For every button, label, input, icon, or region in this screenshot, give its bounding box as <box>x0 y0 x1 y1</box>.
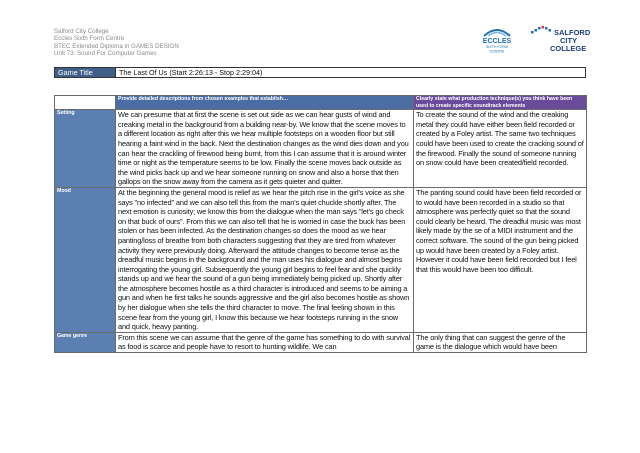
genre-technique: The only thing that can suggest the genre of the game is the dialogue which would have been <box>414 332 587 352</box>
header-unit: Unit 73: Sound For Computer Games <box>54 50 157 58</box>
setting-technique: To create the sound of the wind and the creaking metal they could have either been field recorded or created by a Foley artist. The same two techniques could have been used to create the cracking sound of the firewood. Finally the sound of someone running on snow could have been created/field recorded. <box>414 110 587 188</box>
college-logo-text: COLLEGE <box>550 44 587 53</box>
city-logo-text: CITY <box>560 36 578 45</box>
table-row-mood <box>55 187 587 332</box>
row-label-mood: Mood <box>55 187 116 332</box>
row-label-setting: Setting <box>55 110 116 188</box>
table-header-row <box>55 96 587 110</box>
table-row-setting <box>55 110 587 188</box>
salford-logo-text: SALFORD <box>554 28 591 37</box>
header-blank-cell <box>55 96 116 110</box>
setting-description: We can presume that at first the scene is set out side as we can hear gusts of wind and creaking metal in the background from a building near-by. We know that the scene moves to a different location as right after this we hear multiple footsteps on a wooden floor but still hearing a faint wind in the back. Next the destination changes as the wind dies down and you can hear the crackling of firewood being burnt, from this I can assume that it is around winter time or night as the temperature seems to be low. Finally the scene moves back outside as the wind picks back up and we hear someone running on snow and also a horse that then gallops on the snow away from the camera as it gets quieter and quitter. <box>116 110 414 188</box>
table-row-game-genre <box>55 332 587 352</box>
document-header <box>54 28 179 58</box>
mood-description: At the beginning the general mood is relief as we hear the pitch rise in the girl's voice as she says "no infected" and we can also tell this from the man's quiet chuckle shortly after. The next emotion is curiosity; we know this from the dialogue when the man says "let's go check on that buck of ours". From this we can also tell that he is worried in case the buck has been stolen or has been infected. As the destination changes so does the mood as we hear panting/loss of breathe from both characters suggesting that they are tired from whatever activity they were previously doing. Afterward the attitude changes to become tense as the dreadful music begins in the background and the man uses his dialogue and almost begins interrogating the young girl. Subsequently the young girl begins to feel fear and she quickly stands up and we hear the sound of a gun being immediately being picked up. Shortly after the atmosphere becomes hostile as a third character is introduced and seems to be aiming a gun and when he first talks he sounds aggressive and the girl also becomes hostile as shown by her dialogue when she tells the third character to move. The final feeling shown in this scene fear from the young girl, I know this because we hear footsteps running in the snow and quick, heavy panting. <box>116 187 414 332</box>
eccles-sixth-form-logo <box>480 24 514 54</box>
header-college: Salford City College <box>54 28 109 35</box>
header-descriptions: Provide detailed descriptions from chosen examples that establish… <box>116 96 414 110</box>
eccles-logo-subtext2: CENTRE <box>489 49 505 54</box>
eccles-logo-text: ECCLES <box>482 38 512 45</box>
header-techniques: Clearly state what production technique(s) you think have been used to create specific soundtrack elements <box>414 96 587 110</box>
header-centre: Eccles Sixth Form Centre <box>54 35 125 43</box>
game-title-row <box>54 67 586 78</box>
game-title-label: Game Title <box>55 68 116 77</box>
game-title-value: The Last Of Us (Start 2:26:13 - Stop 2:29:04) <box>119 68 263 77</box>
genre-description: From this scene we can assume that the genre of the game has something to do with survival as food is scarce and people have to resort to hunting wildlife. We can <box>116 332 414 352</box>
analysis-table <box>54 95 587 353</box>
header-course: BTEC Extended Diploma in GAMES DESIGN <box>54 42 179 50</box>
row-label-game-genre: Game genre <box>55 332 116 352</box>
mood-technique: The panting sound could have been field recorded or to would have been recorded in a studio so that atmosphere was perfectly quiet so that the sound could clearly be heard. The dreadful music was most likely made by the se of a MIDI instrument and the correct software. The sound of the gun being picked up would have been created by a Foley artist. However it could have been field recorded but I feel that this would have been too difficult. <box>414 187 587 332</box>
salford-city-college-logo <box>530 25 591 53</box>
eccles-logo-subtext: SIXTH FORM <box>485 45 509 49</box>
